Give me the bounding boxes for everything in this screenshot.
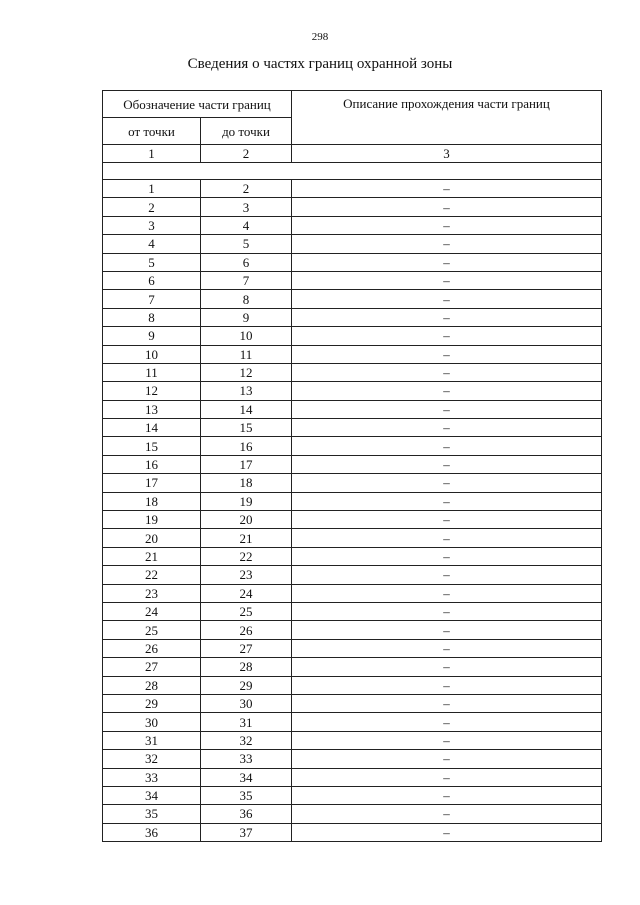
- to-point-cell: 11: [201, 345, 292, 363]
- from-point-cell: 23: [103, 584, 201, 602]
- table-row: [103, 694, 602, 712]
- to-point-cell: 34: [201, 768, 292, 786]
- to-point-cell: 8: [201, 290, 292, 308]
- to-point-cell: 24: [201, 584, 292, 602]
- to-point-cell: 10: [201, 327, 292, 345]
- to-point-cell: 28: [201, 658, 292, 676]
- description-cell: –: [292, 345, 602, 363]
- description-cell: –: [292, 768, 602, 786]
- from-point-cell: 15: [103, 437, 201, 455]
- description-cell: –: [292, 511, 602, 529]
- description-cell: –: [292, 566, 602, 584]
- to-point-cell: 13: [201, 382, 292, 400]
- to-point-cell: 37: [201, 823, 292, 841]
- table-row: [103, 713, 602, 731]
- description-cell: –: [292, 180, 602, 198]
- to-point-cell: 36: [201, 805, 292, 823]
- table-row: [103, 639, 602, 657]
- from-point-cell: 24: [103, 602, 201, 620]
- table-row: [103, 547, 602, 565]
- description-cell: –: [292, 750, 602, 768]
- header-from-point: от точки: [103, 118, 201, 145]
- description-cell: –: [292, 621, 602, 639]
- description-cell: –: [292, 198, 602, 216]
- to-point-cell: 32: [201, 731, 292, 749]
- table-row: [103, 363, 602, 381]
- from-point-cell: 3: [103, 216, 201, 234]
- from-point-cell: 36: [103, 823, 201, 841]
- to-point-cell: 16: [201, 437, 292, 455]
- from-point-cell: 5: [103, 253, 201, 271]
- from-point-cell: 22: [103, 566, 201, 584]
- to-point-cell: 25: [201, 602, 292, 620]
- description-cell: –: [292, 694, 602, 712]
- table-row: [103, 805, 602, 823]
- from-point-cell: 20: [103, 529, 201, 547]
- to-point-cell: 18: [201, 474, 292, 492]
- description-cell: –: [292, 400, 602, 418]
- to-point-cell: 22: [201, 547, 292, 565]
- from-point-cell: 14: [103, 419, 201, 437]
- table-row: [103, 327, 602, 345]
- header-row-group: [103, 91, 602, 118]
- description-cell: –: [292, 658, 602, 676]
- from-point-cell: 29: [103, 694, 201, 712]
- from-point-cell: 27: [103, 658, 201, 676]
- to-point-cell: 23: [201, 566, 292, 584]
- from-point-cell: 9: [103, 327, 201, 345]
- description-cell: –: [292, 382, 602, 400]
- description-cell: –: [292, 713, 602, 731]
- table-row: [103, 400, 602, 418]
- table-row: [103, 602, 602, 620]
- table-row: [103, 216, 602, 234]
- from-point-cell: 12: [103, 382, 201, 400]
- from-point-cell: 25: [103, 621, 201, 639]
- to-point-cell: 19: [201, 492, 292, 510]
- page-number: 298: [311, 31, 329, 43]
- description-cell: –: [292, 547, 602, 565]
- from-point-cell: 35: [103, 805, 201, 823]
- from-point-cell: 17: [103, 474, 201, 492]
- table-row: [103, 566, 602, 584]
- description-cell: –: [292, 529, 602, 547]
- from-point-cell: 7: [103, 290, 201, 308]
- from-point-cell: 19: [103, 511, 201, 529]
- to-point-cell: 29: [201, 676, 292, 694]
- from-point-cell: 33: [103, 768, 201, 786]
- table-row: [103, 768, 602, 786]
- description-cell: –: [292, 676, 602, 694]
- to-point-cell: 26: [201, 621, 292, 639]
- column-number-1: 1: [103, 145, 201, 163]
- to-point-cell: 17: [201, 455, 292, 473]
- to-point-cell: 33: [201, 750, 292, 768]
- description-cell: –: [292, 786, 602, 804]
- table-row: [103, 621, 602, 639]
- table-row: [103, 455, 602, 473]
- table-row: [103, 658, 602, 676]
- to-point-cell: 21: [201, 529, 292, 547]
- to-point-cell: 31: [201, 713, 292, 731]
- to-point-cell: 6: [201, 253, 292, 271]
- description-cell: –: [292, 805, 602, 823]
- table-row: [103, 474, 602, 492]
- from-point-cell: 31: [103, 731, 201, 749]
- boundary-parts-table: [102, 90, 602, 842]
- description-cell: –: [292, 437, 602, 455]
- from-point-cell: 8: [103, 308, 201, 326]
- table-row: [103, 529, 602, 547]
- description-cell: –: [292, 584, 602, 602]
- description-cell: –: [292, 290, 602, 308]
- from-point-cell: 18: [103, 492, 201, 510]
- to-point-cell: 5: [201, 235, 292, 253]
- description-cell: –: [292, 271, 602, 289]
- header-boundary-designation: Обозначение части границ: [103, 91, 292, 118]
- description-cell: –: [292, 253, 602, 271]
- table-row: [103, 253, 602, 271]
- description-cell: –: [292, 327, 602, 345]
- table-row: [103, 290, 602, 308]
- table-row: [103, 492, 602, 510]
- from-point-cell: 2: [103, 198, 201, 216]
- table-row: [103, 731, 602, 749]
- table-row: [103, 345, 602, 363]
- table-row: [103, 308, 602, 326]
- to-point-cell: 4: [201, 216, 292, 234]
- from-point-cell: 4: [103, 235, 201, 253]
- description-cell: –: [292, 308, 602, 326]
- description-cell: –: [292, 363, 602, 381]
- from-point-cell: 34: [103, 786, 201, 804]
- description-cell: –: [292, 602, 602, 620]
- description-cell: –: [292, 474, 602, 492]
- table-row: [103, 584, 602, 602]
- from-point-cell: 32: [103, 750, 201, 768]
- description-cell: –: [292, 455, 602, 473]
- table-row: [103, 786, 602, 804]
- table-row: [103, 271, 602, 289]
- to-point-cell: 35: [201, 786, 292, 804]
- description-cell: –: [292, 419, 602, 437]
- to-point-cell: 14: [201, 400, 292, 418]
- table-row: [103, 676, 602, 694]
- table-row: [103, 180, 602, 198]
- document-title: Сведения о частях границ охранной зоны: [187, 56, 453, 72]
- description-cell: –: [292, 216, 602, 234]
- from-point-cell: 30: [103, 713, 201, 731]
- to-point-cell: 27: [201, 639, 292, 657]
- description-cell: –: [292, 492, 602, 510]
- table-row: [103, 382, 602, 400]
- to-point-cell: 7: [201, 271, 292, 289]
- table-row: [103, 419, 602, 437]
- description-cell: –: [292, 731, 602, 749]
- to-point-cell: 12: [201, 363, 292, 381]
- table-row: [103, 750, 602, 768]
- from-point-cell: 26: [103, 639, 201, 657]
- to-point-cell: 2: [201, 180, 292, 198]
- from-point-cell: 6: [103, 271, 201, 289]
- from-point-cell: 13: [103, 400, 201, 418]
- table-row: [103, 511, 602, 529]
- description-cell: –: [292, 235, 602, 253]
- table-row: [103, 198, 602, 216]
- section-spacer-cell: [103, 163, 602, 180]
- table-row: [103, 235, 602, 253]
- from-point-cell: 11: [103, 363, 201, 381]
- to-point-cell: 9: [201, 308, 292, 326]
- header-to-point: до точки: [201, 118, 292, 145]
- to-point-cell: 30: [201, 694, 292, 712]
- section-spacer-row: [103, 163, 602, 180]
- column-number-2: 2: [201, 145, 292, 163]
- table-row: [103, 823, 602, 841]
- header-row-column-numbers: [103, 145, 602, 163]
- table-row: [103, 437, 602, 455]
- from-point-cell: 16: [103, 455, 201, 473]
- table-body: [103, 91, 602, 842]
- description-cell: –: [292, 639, 602, 657]
- header-boundary-description: Описание прохождения части границ: [292, 91, 602, 145]
- from-point-cell: 21: [103, 547, 201, 565]
- description-cell: –: [292, 823, 602, 841]
- from-point-cell: 28: [103, 676, 201, 694]
- to-point-cell: 15: [201, 419, 292, 437]
- from-point-cell: 10: [103, 345, 201, 363]
- to-point-cell: 20: [201, 511, 292, 529]
- from-point-cell: 1: [103, 180, 201, 198]
- column-number-3: 3: [292, 145, 602, 163]
- to-point-cell: 3: [201, 198, 292, 216]
